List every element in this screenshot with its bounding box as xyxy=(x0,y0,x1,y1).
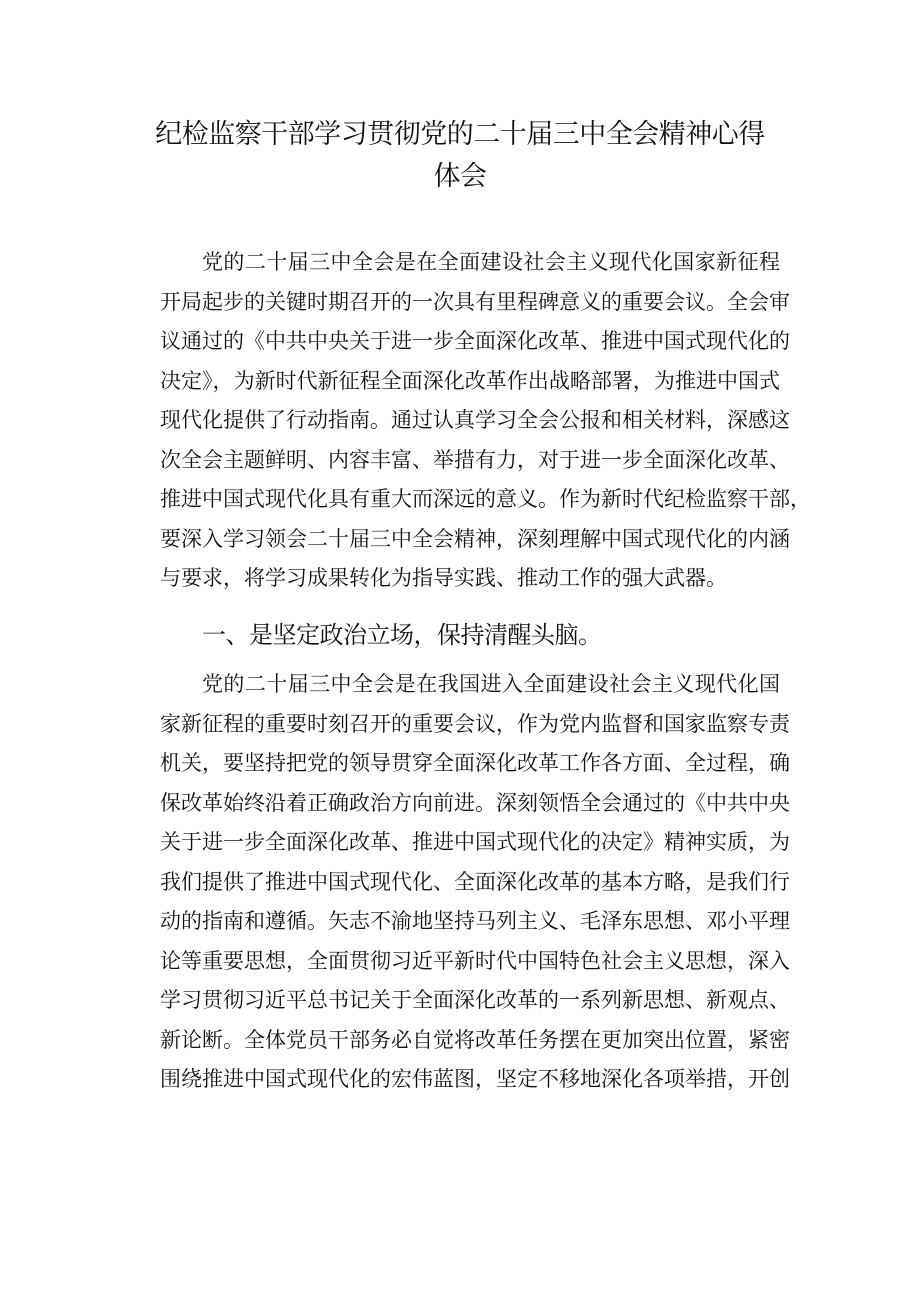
paragraph-line: 现代化提供了行动指南。通过认真学习全会公报和相关材料，深感这 xyxy=(160,408,790,432)
intro-paragraph xyxy=(160,243,811,599)
paragraph-line: 决定》，为新时代新征程全面深化改革作出战略部署，为推进中国式 xyxy=(160,368,780,393)
paragraph-line: 新论断。全体党员干部务必自觉将改革任务摆在更加突出位置，紧密 xyxy=(160,1027,790,1052)
paragraph-line: 我们提供了推进中国式现代化、全面深化改革的基本方略，是我们行 xyxy=(160,869,790,894)
paragraph-line: 机关，要坚持把党的领导贯穿全面深化改革工作各方面、全过程，确 xyxy=(160,751,790,775)
paragraph-line: 次全会主题鲜明、内容丰富、举措有力，对于进一步全面深化改革、 xyxy=(160,447,790,472)
title-line-1: 纪检监察干部学习贯彻党的二十届三中全会精神心得 xyxy=(155,119,765,150)
paragraph-line: 动的指南和遵循。矢志不渝地坚持马列主义、毛泽东思想、邓小平理 xyxy=(160,909,790,933)
document-title xyxy=(140,114,780,198)
paragraph-line: 党的二十届三中全会是在我国进入全面建设社会主义现代化国 xyxy=(202,672,780,696)
section-1-heading: 一、是坚定政治立场，保持清醒头脑。 xyxy=(202,621,602,649)
paragraph-line: 论等重要思想，全面贯彻习近平新时代中国特色社会主义思想，深入 xyxy=(160,948,790,973)
paragraph-line: 要深入学习领会二十届三中全会精神，深刻理解中国式现代化的内涵 xyxy=(160,526,790,551)
paragraph-line: 开局起步的关键时期召开的一次具有里程碑意义的重要会议。全会审 xyxy=(160,289,790,314)
paragraph-line: 关于进一步全面深化改革、推进中国式现代化的决定》精神实质，为 xyxy=(160,830,790,854)
paragraph-line: 议通过的《中共中央关于进一步全面深化改革、推进中国式现代化的 xyxy=(160,329,790,353)
section-1-paragraph xyxy=(160,665,790,1100)
paragraph-line: 围绕推进中国式现代化的宏伟蓝图，坚定不移地深化各项举措，开创 xyxy=(160,1067,790,1091)
paragraph-line: 推进中国式现代化具有重大而深远的意义。作为新时代纪检监察干部， xyxy=(160,487,811,511)
paragraph-line: 保改革始终沿着正确政治方向前进。深刻领悟全会通过的《中共中央 xyxy=(160,790,790,815)
paragraph-line: 家新征程的重要时刻召开的重要会议，作为党内监督和国家监察专责 xyxy=(160,711,790,736)
title-line-2: 体会 xyxy=(433,161,487,192)
paragraph-line: 党的二十届三中全会是在全面建设社会主义现代化国家新征程 xyxy=(202,250,780,274)
paragraph-line: 学习贯彻习近平总书记关于全面深化改革的一系列新思想、新观点、 xyxy=(160,988,790,1012)
paragraph-line: 与要求，将学习成果转化为指导实践、推动工作的强大武器。 xyxy=(160,566,727,590)
